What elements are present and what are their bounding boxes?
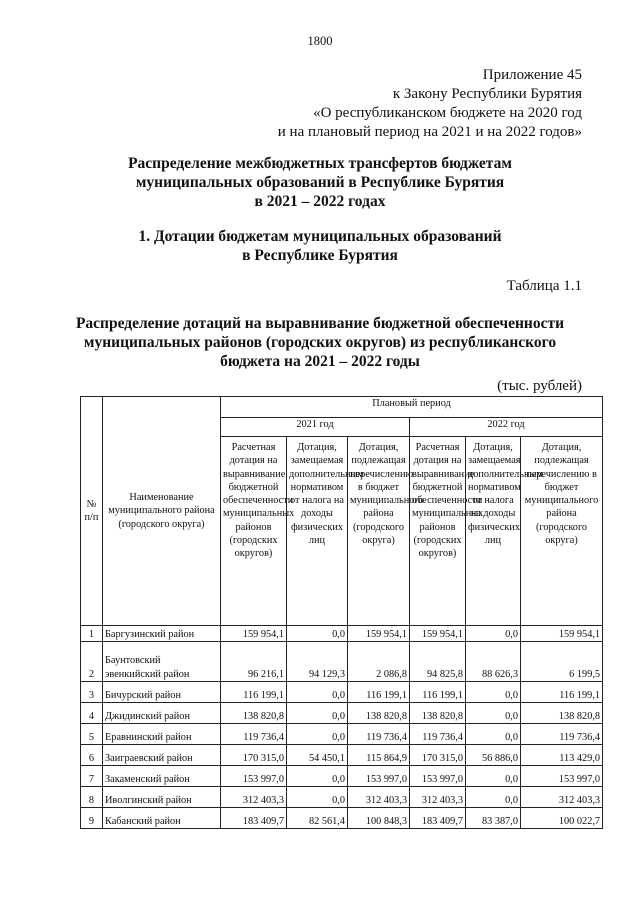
- table-title-line-2: муниципальных районов (городских округов) из республиканского: [83, 334, 557, 351]
- row-value-6: 159 954,1: [521, 626, 603, 642]
- row-number: 6: [81, 745, 103, 766]
- row-value-2: 0,0: [287, 682, 348, 703]
- row-value-6: 116 199,1: [521, 682, 603, 703]
- row-value-4: 159 954,1: [410, 626, 466, 642]
- main-title-line-1: Распределение межбюджетных трансфертов бюджетам: [128, 155, 512, 172]
- appendix-header: [278, 66, 582, 142]
- row-name: Джидинский район: [103, 703, 221, 724]
- row-name: Закаменский район: [103, 766, 221, 787]
- row-value-6: 153 997,0: [521, 766, 603, 787]
- row-value-5: 0,0: [466, 787, 521, 808]
- row-number: 4: [81, 703, 103, 724]
- row-value-1: 138 820,8: [221, 703, 287, 724]
- appendix-line-2: к Закону Республики Бурятия: [392, 86, 582, 102]
- row-value-1: 159 954,1: [221, 626, 287, 642]
- main-title: [0, 154, 640, 211]
- header-year-2021: 2021 год: [221, 418, 410, 437]
- row-value-1: 116 199,1: [221, 682, 287, 703]
- header-year-2022: 2022 год: [410, 418, 603, 437]
- row-value-2: 0,0: [287, 626, 348, 642]
- header-row-1: [81, 397, 603, 418]
- row-number: 3: [81, 682, 103, 703]
- row-value-6: 312 403,3: [521, 787, 603, 808]
- header-planned-period: Плановый период: [221, 397, 603, 418]
- row-name: Бичурский район: [103, 682, 221, 703]
- row-value-3: 119 736,4: [348, 724, 410, 745]
- row-value-3: 159 954,1: [348, 626, 410, 642]
- row-name: Баргузинский район: [103, 626, 221, 642]
- appendix-line-3: «О республиканском бюджете на 2020 год: [313, 105, 582, 121]
- row-value-3: 2 086,8: [348, 642, 410, 682]
- section-title-line-2: в Республике Бурятия: [242, 247, 398, 264]
- row-value-1: 183 409,7: [221, 808, 287, 829]
- table-row: [81, 766, 603, 787]
- header-2022-replaced: Дотация, замещаемая дополнительным нормативом от налога на доходы физических лиц: [466, 437, 521, 626]
- header-name: Наименование муниципального района (городского округа): [103, 397, 221, 626]
- row-value-5: 0,0: [466, 766, 521, 787]
- table-row: [81, 724, 603, 745]
- row-value-6: 138 820,8: [521, 703, 603, 724]
- table-row: [81, 642, 603, 682]
- header-2022-transfer: Дотация, подлежащая перечислению в бюджет муниципального района (городского округа): [521, 437, 603, 626]
- units-label: (тыс. рублей): [497, 378, 582, 394]
- row-value-5: 0,0: [466, 626, 521, 642]
- row-value-4: 170 315,0: [410, 745, 466, 766]
- subsidy-table: [80, 396, 603, 829]
- row-value-5: 83 387,0: [466, 808, 521, 829]
- row-value-4: 94 825,8: [410, 642, 466, 682]
- row-value-2: 0,0: [287, 724, 348, 745]
- row-value-4: 116 199,1: [410, 682, 466, 703]
- row-value-6: 6 199,5: [521, 642, 603, 682]
- table-title: [0, 314, 640, 371]
- row-value-3: 100 848,3: [348, 808, 410, 829]
- row-number: 8: [81, 787, 103, 808]
- row-value-6: 119 736,4: [521, 724, 603, 745]
- row-value-3: 312 403,3: [348, 787, 410, 808]
- table-row: [81, 808, 603, 829]
- row-value-3: 138 820,8: [348, 703, 410, 724]
- table-title-line-3: бюджета на 2021 – 2022 годы: [220, 353, 420, 370]
- row-value-2: 0,0: [287, 787, 348, 808]
- row-name: Заиграевский район: [103, 745, 221, 766]
- table-row: [81, 682, 603, 703]
- row-value-4: 312 403,3: [410, 787, 466, 808]
- table-row: [81, 626, 603, 642]
- row-name: Иволгинский район: [103, 787, 221, 808]
- row-value-6: 100 022,7: [521, 808, 603, 829]
- table-row: [81, 787, 603, 808]
- row-value-5: 0,0: [466, 724, 521, 745]
- row-value-4: 119 736,4: [410, 724, 466, 745]
- row-value-1: 96 216,1: [221, 642, 287, 682]
- row-name: Кабанский район: [103, 808, 221, 829]
- row-value-5: 56 886,0: [466, 745, 521, 766]
- row-value-1: 170 315,0: [221, 745, 287, 766]
- table-row: [81, 745, 603, 766]
- section-title: [0, 227, 640, 265]
- row-value-2: 0,0: [287, 703, 348, 724]
- row-value-1: 153 997,0: [221, 766, 287, 787]
- row-value-3: 116 199,1: [348, 682, 410, 703]
- table-title-line-1: Распределение дотаций на выравнивание бюджетной обеспеченности: [75, 315, 565, 332]
- row-value-2: 82 561,4: [287, 808, 348, 829]
- appendix-line-1: Приложение 45: [482, 67, 582, 83]
- row-value-4: 138 820,8: [410, 703, 466, 724]
- row-value-2: 0,0: [287, 766, 348, 787]
- row-number: 2: [81, 642, 103, 682]
- main-title-line-3: в 2021 – 2022 годах: [254, 193, 386, 210]
- row-value-3: 153 997,0: [348, 766, 410, 787]
- row-value-4: 153 997,0: [410, 766, 466, 787]
- row-number: 1: [81, 626, 103, 642]
- row-value-4: 183 409,7: [410, 808, 466, 829]
- section-title-line-1: 1. Дотации бюджетам муниципальных образований: [138, 228, 502, 245]
- row-value-2: 54 450,1: [287, 745, 348, 766]
- row-value-6: 113 429,0: [521, 745, 603, 766]
- row-name: Баунтовский эвенкийский район: [103, 642, 221, 682]
- row-value-5: 0,0: [466, 682, 521, 703]
- row-value-1: 119 736,4: [221, 724, 287, 745]
- table-label: Таблица 1.1: [506, 278, 582, 294]
- row-value-3: 115 864,9: [348, 745, 410, 766]
- header-2021-replaced: Дотация, замещаемая дополнительным нормативом от налога на доходы физических лиц: [287, 437, 348, 626]
- main-title-line-2: муниципальных образований в Республике Бурятия: [135, 174, 505, 191]
- page-number: 1800: [307, 34, 333, 48]
- header-2021-calculated: Расчетная дотация на выравнивание бюджетной обеспеченности муниципальных районов (городских округов): [221, 437, 287, 626]
- header-2021-transfer: Дотация, подлежащая перечислению в бюджет муниципального района (городского округа): [348, 437, 410, 626]
- row-name: Еравнинский район: [103, 724, 221, 745]
- row-number: 7: [81, 766, 103, 787]
- header-number: № п/п: [81, 397, 103, 626]
- row-value-1: 312 403,3: [221, 787, 287, 808]
- header-2022-calculated: Расчетная дотация на выравнивание бюджетной обеспеченности муниципальных районов (городских округов): [410, 437, 466, 626]
- row-value-5: 88 626,3: [466, 642, 521, 682]
- row-value-5: 0,0: [466, 703, 521, 724]
- row-number: 5: [81, 724, 103, 745]
- table-row: [81, 703, 603, 724]
- row-number: 9: [81, 808, 103, 829]
- row-value-2: 94 129,3: [287, 642, 348, 682]
- appendix-line-4: и на плановый период на 2021 и на 2022 годов»: [277, 124, 582, 140]
